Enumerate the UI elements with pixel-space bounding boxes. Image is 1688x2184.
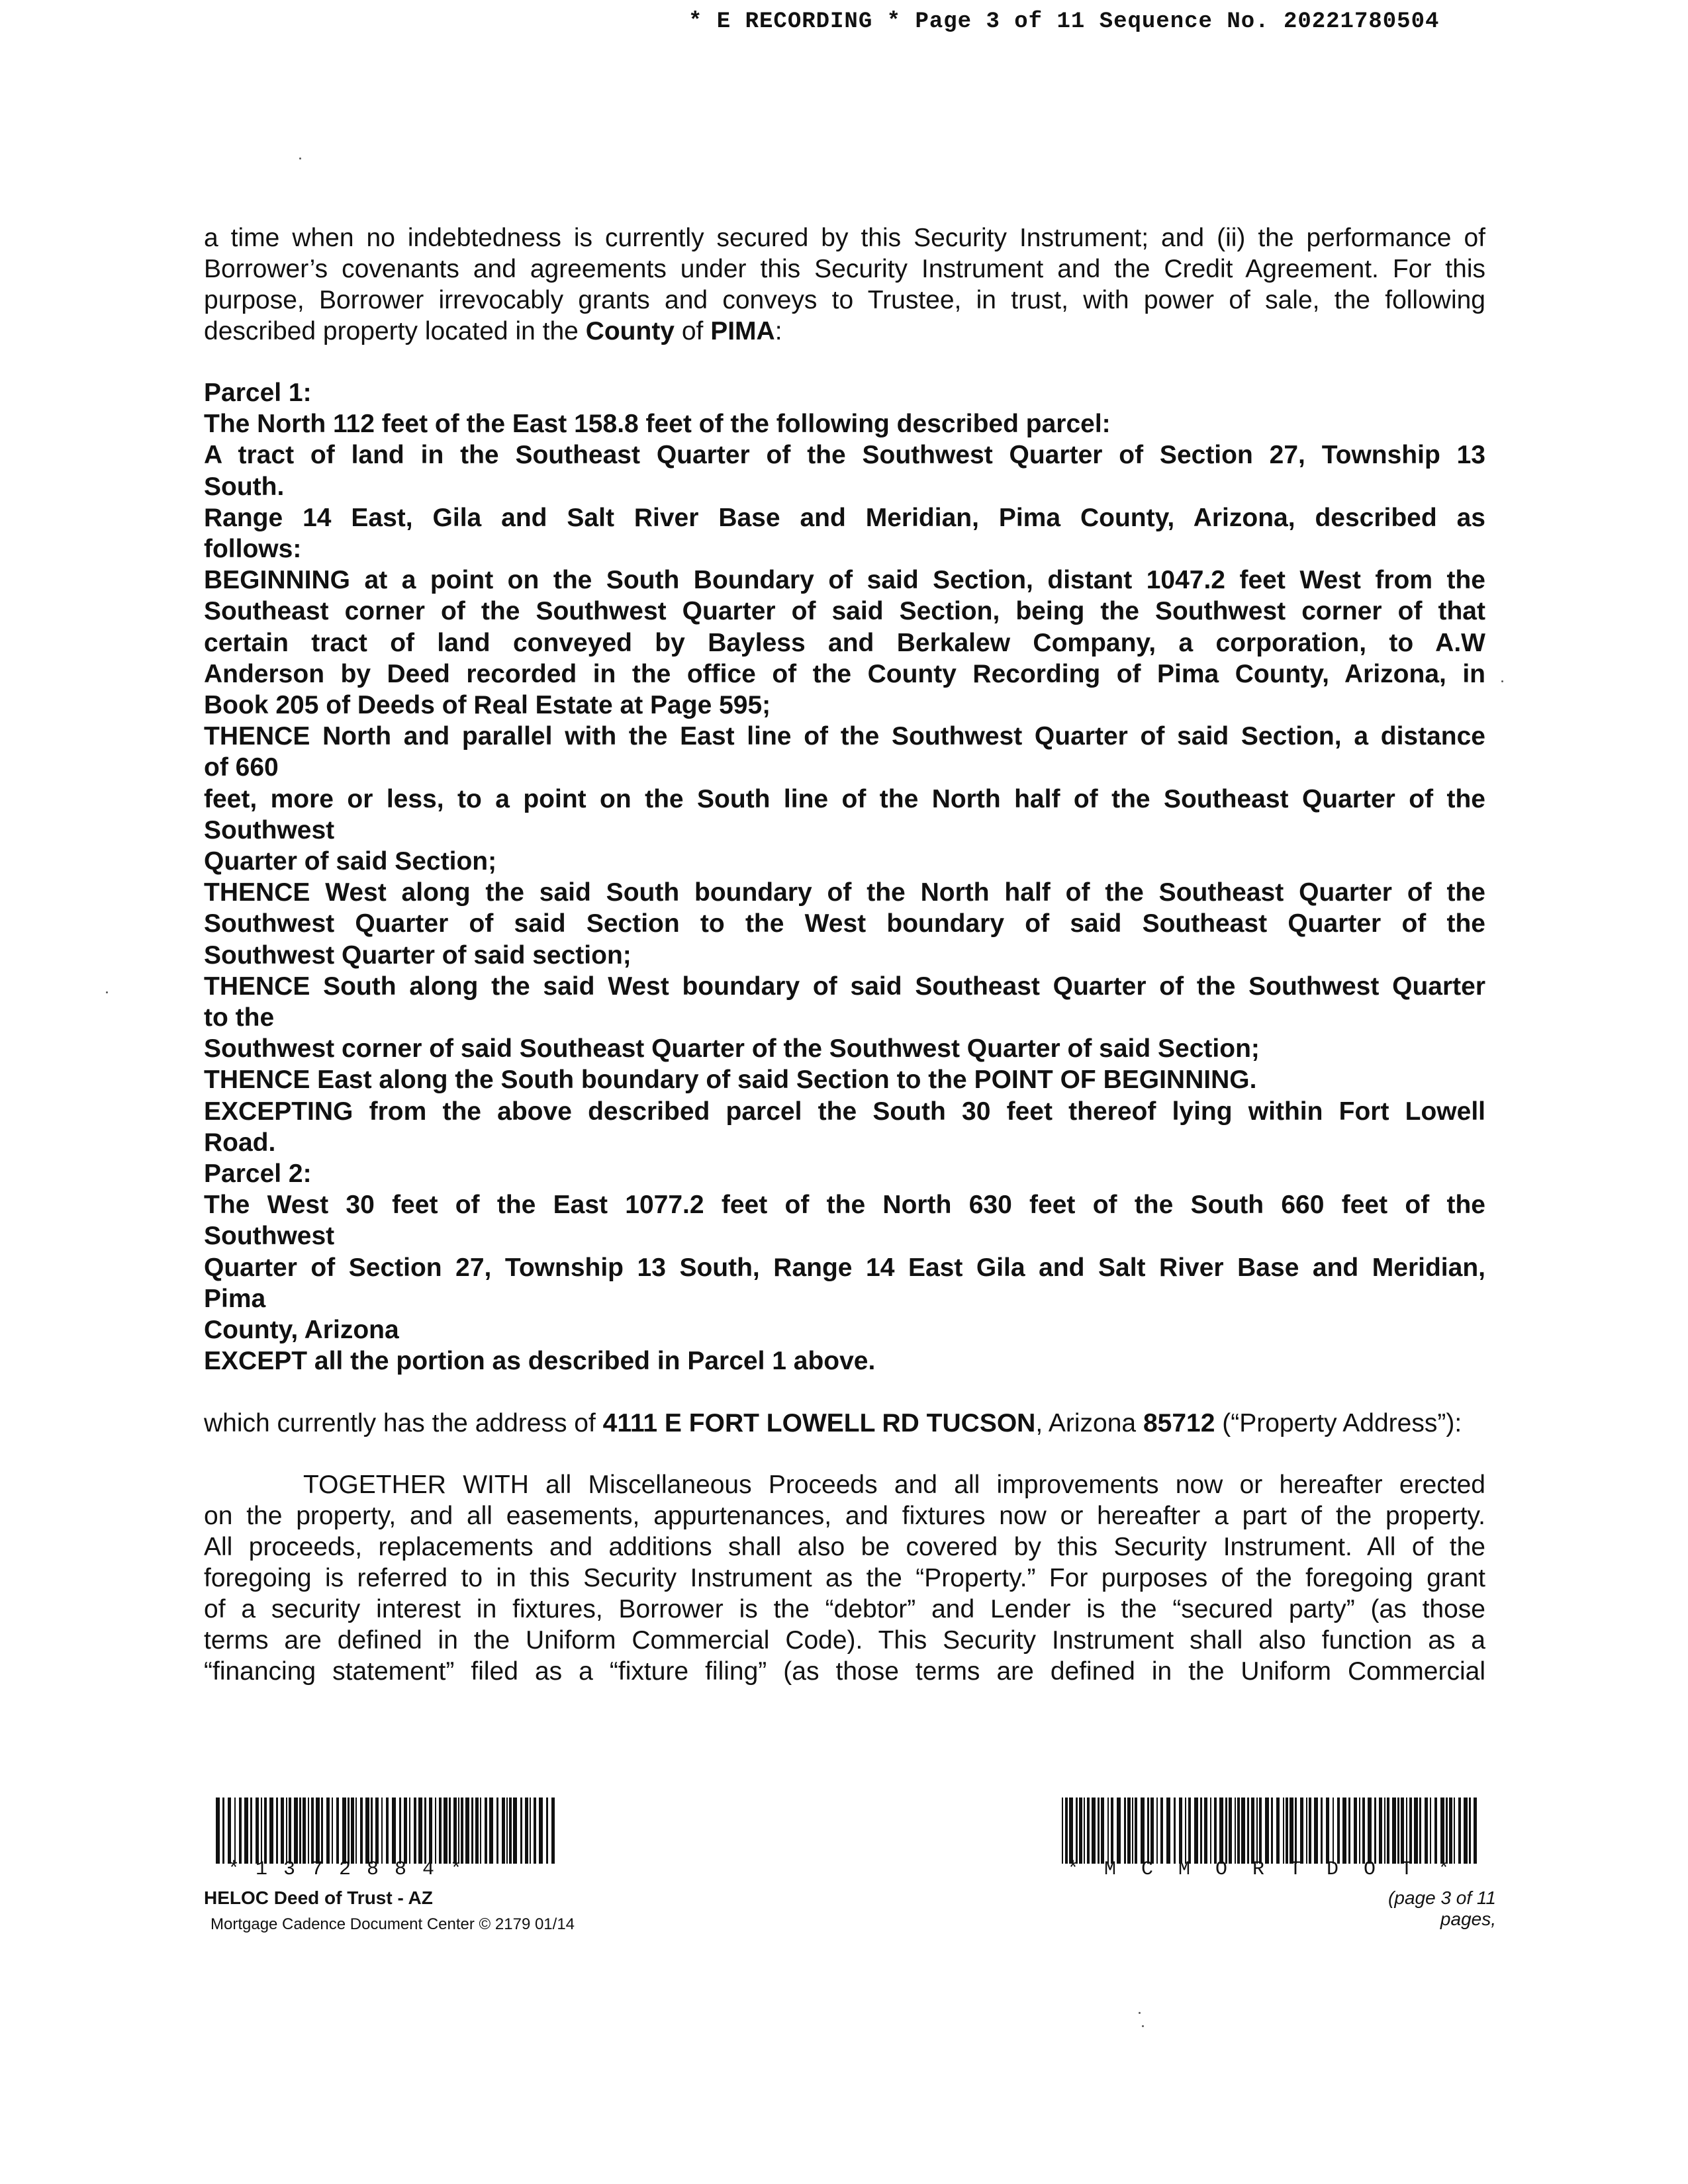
form-subtitle: Mortgage Cadence Document Center © 2179 01/14 [211,1915,575,1933]
legal-line: A tract of land in the Southeast Quarter of the Southwest Quarter of Section 27, Township 13 [204,441,1485,470]
intro-colon: : [774,317,782,345]
address-paragraph [204,1408,1485,1439]
county-word: County [585,317,675,345]
form-title: HELOC Deed of Trust - AZ [204,1888,433,1908]
address-lead: which currently has the address of [204,1408,603,1437]
legal-line: Anderson by Deed recorded in the office of the County Recording of Pima County, Arizona, in [204,659,1485,688]
legal-line: Southwest [204,815,335,844]
legal-line: South. [204,472,285,501]
legal-line: EXCEPT all the portion as described in Parcel 1 above. [204,1347,876,1376]
together-line: TOGETHER WITH all Miscellaneous Proceeds and all improvements now or hereafter erected [303,1470,1485,1499]
legal-line: Southwest Quarter of said Section to the West boundary of said Southeast Quarter of the [204,909,1485,938]
scan-speck [1142,2025,1144,2027]
legal-line: certain tract of land conveyed by Bayless and Berkalew Company, a corporation, to A.W [204,628,1485,657]
county-name: PIMA [710,317,775,345]
together-line: on the property, and all easements, appurtenances, and fixtures now or hereafter a part of the property. [204,1501,1485,1530]
legal-line: County, Arizona [204,1316,399,1345]
legal-line: Southwest Quarter of said section; [204,940,632,970]
legal-line: follows: [204,535,302,564]
legal-line: Book 205 of Deeds of Real Estate at Page 595; [204,691,771,720]
legal-line: EXCEPTING from the above described parcel the South 30 feet thereof lying within Fort Lowell [204,1097,1485,1126]
legal-line: THENCE North and parallel with the East line of the Southwest Quarter of said Section, a distance [204,722,1485,751]
legal-line: Quarter of Section 27, Township 13 South, Range 14 East Gila and Salt River Base and Meridian, [204,1253,1485,1282]
together-line: foregoing is referred to in this Security Instrument as the “Property.” For purposes of the foregoing grant [204,1563,1485,1592]
legal-line: feet, more or less, to a point on the South line of the North half of the Southeast Quarter of the [204,784,1485,813]
recording-header: * E RECORDING * Page 3 of 11 Sequence No. 20221780504 [688,9,1440,34]
together-line: All proceeds, replacements and additions shall also be covered by this Security Instrument. All of the [204,1532,1485,1561]
legal-line: Pima [204,1284,266,1313]
barcode-right [1062,1797,1479,1864]
address-street: 4111 E FORT LOWELL RD TUCSON [602,1408,1036,1437]
intro-paragraph [204,222,1485,347]
legal-line: THENCE East along the South boundary of said Section to the POINT OF BEGINNING. [204,1066,1257,1095]
legal-line: to the [204,1003,275,1032]
legal-line: THENCE West along the said South boundary of the North half of the Southeast Quarter of the [204,878,1485,907]
scan-speck [1139,2012,1141,2014]
barcode-left-text: *1372884* [228,1858,479,1881]
legal-line: of 660 [204,753,279,782]
of-word: of [675,317,711,345]
together-paragraph [204,1469,1485,1687]
page-note: (page 3 of 11 pages, [1388,1888,1496,1929]
scan-speck [106,991,108,993]
barcode-left [216,1797,557,1864]
legal-line: Parcel 2: [204,1160,312,1189]
scan-speck [299,158,301,159]
legal-line: Quarter of said Section; [204,847,497,876]
legal-line: Southwest [204,1222,335,1251]
legal-line: Southwest corner of said Southeast Quarter of the Southwest Quarter of said Section; [204,1034,1260,1064]
document-body [204,222,1485,1687]
together-line: of a security interest in fixtures, Borrower is the “debtor” and Lender is the “secured party” (as those [204,1594,1485,1623]
legal-description [204,377,1485,1377]
legal-line: BEGINNING at a point on the South Boundary of said Section, distant 1047.2 feet West from the [204,566,1485,595]
barcode-right-text: *MCMORTDOT* [1067,1858,1476,1881]
intro-lead: a time when no indebtedness is currently secured by this Security Instrument; and (ii) the performance of Borrower’s covenants and agreements under this Security Instrument and the Credit Agreement. For this purpose, Borrower irrevocably grants and conveys to Trustee, in trust, with power of sale, the following described property located in the [204,224,1485,345]
legal-line: THENCE South along the said West boundary of said Southeast Quarter of the Southwest Quarter [204,972,1485,1001]
legal-line: Southeast corner of the Southwest Quarter of said Section, being the Southwest corner of that [204,597,1485,626]
together-line: terms are defined in the Uniform Commercial Code). This Security Instrument shall also function as a [204,1625,1485,1655]
legal-line: Road. [204,1128,276,1157]
scan-speck [1501,680,1503,682]
legal-line: Range 14 East, Gila and Salt River Base and Meridian, Pima County, Arizona, described as [204,503,1485,532]
together-line: “financing statement” filed as a “fixture filing” (as those terms are defined in the Uniform Commercial [204,1657,1485,1686]
address-zip: 85712 [1143,1408,1215,1437]
address-tail: (“Property Address”): [1215,1408,1462,1437]
address-state: , Arizona [1035,1408,1143,1437]
legal-line: The West 30 feet of the East 1077.2 feet of the North 630 feet of the South 660 feet of the [204,1191,1485,1220]
legal-line: Parcel 1: [204,379,312,407]
legal-line: The North 112 feet of the East 158.8 feet of the following described parcel: [204,410,1111,439]
